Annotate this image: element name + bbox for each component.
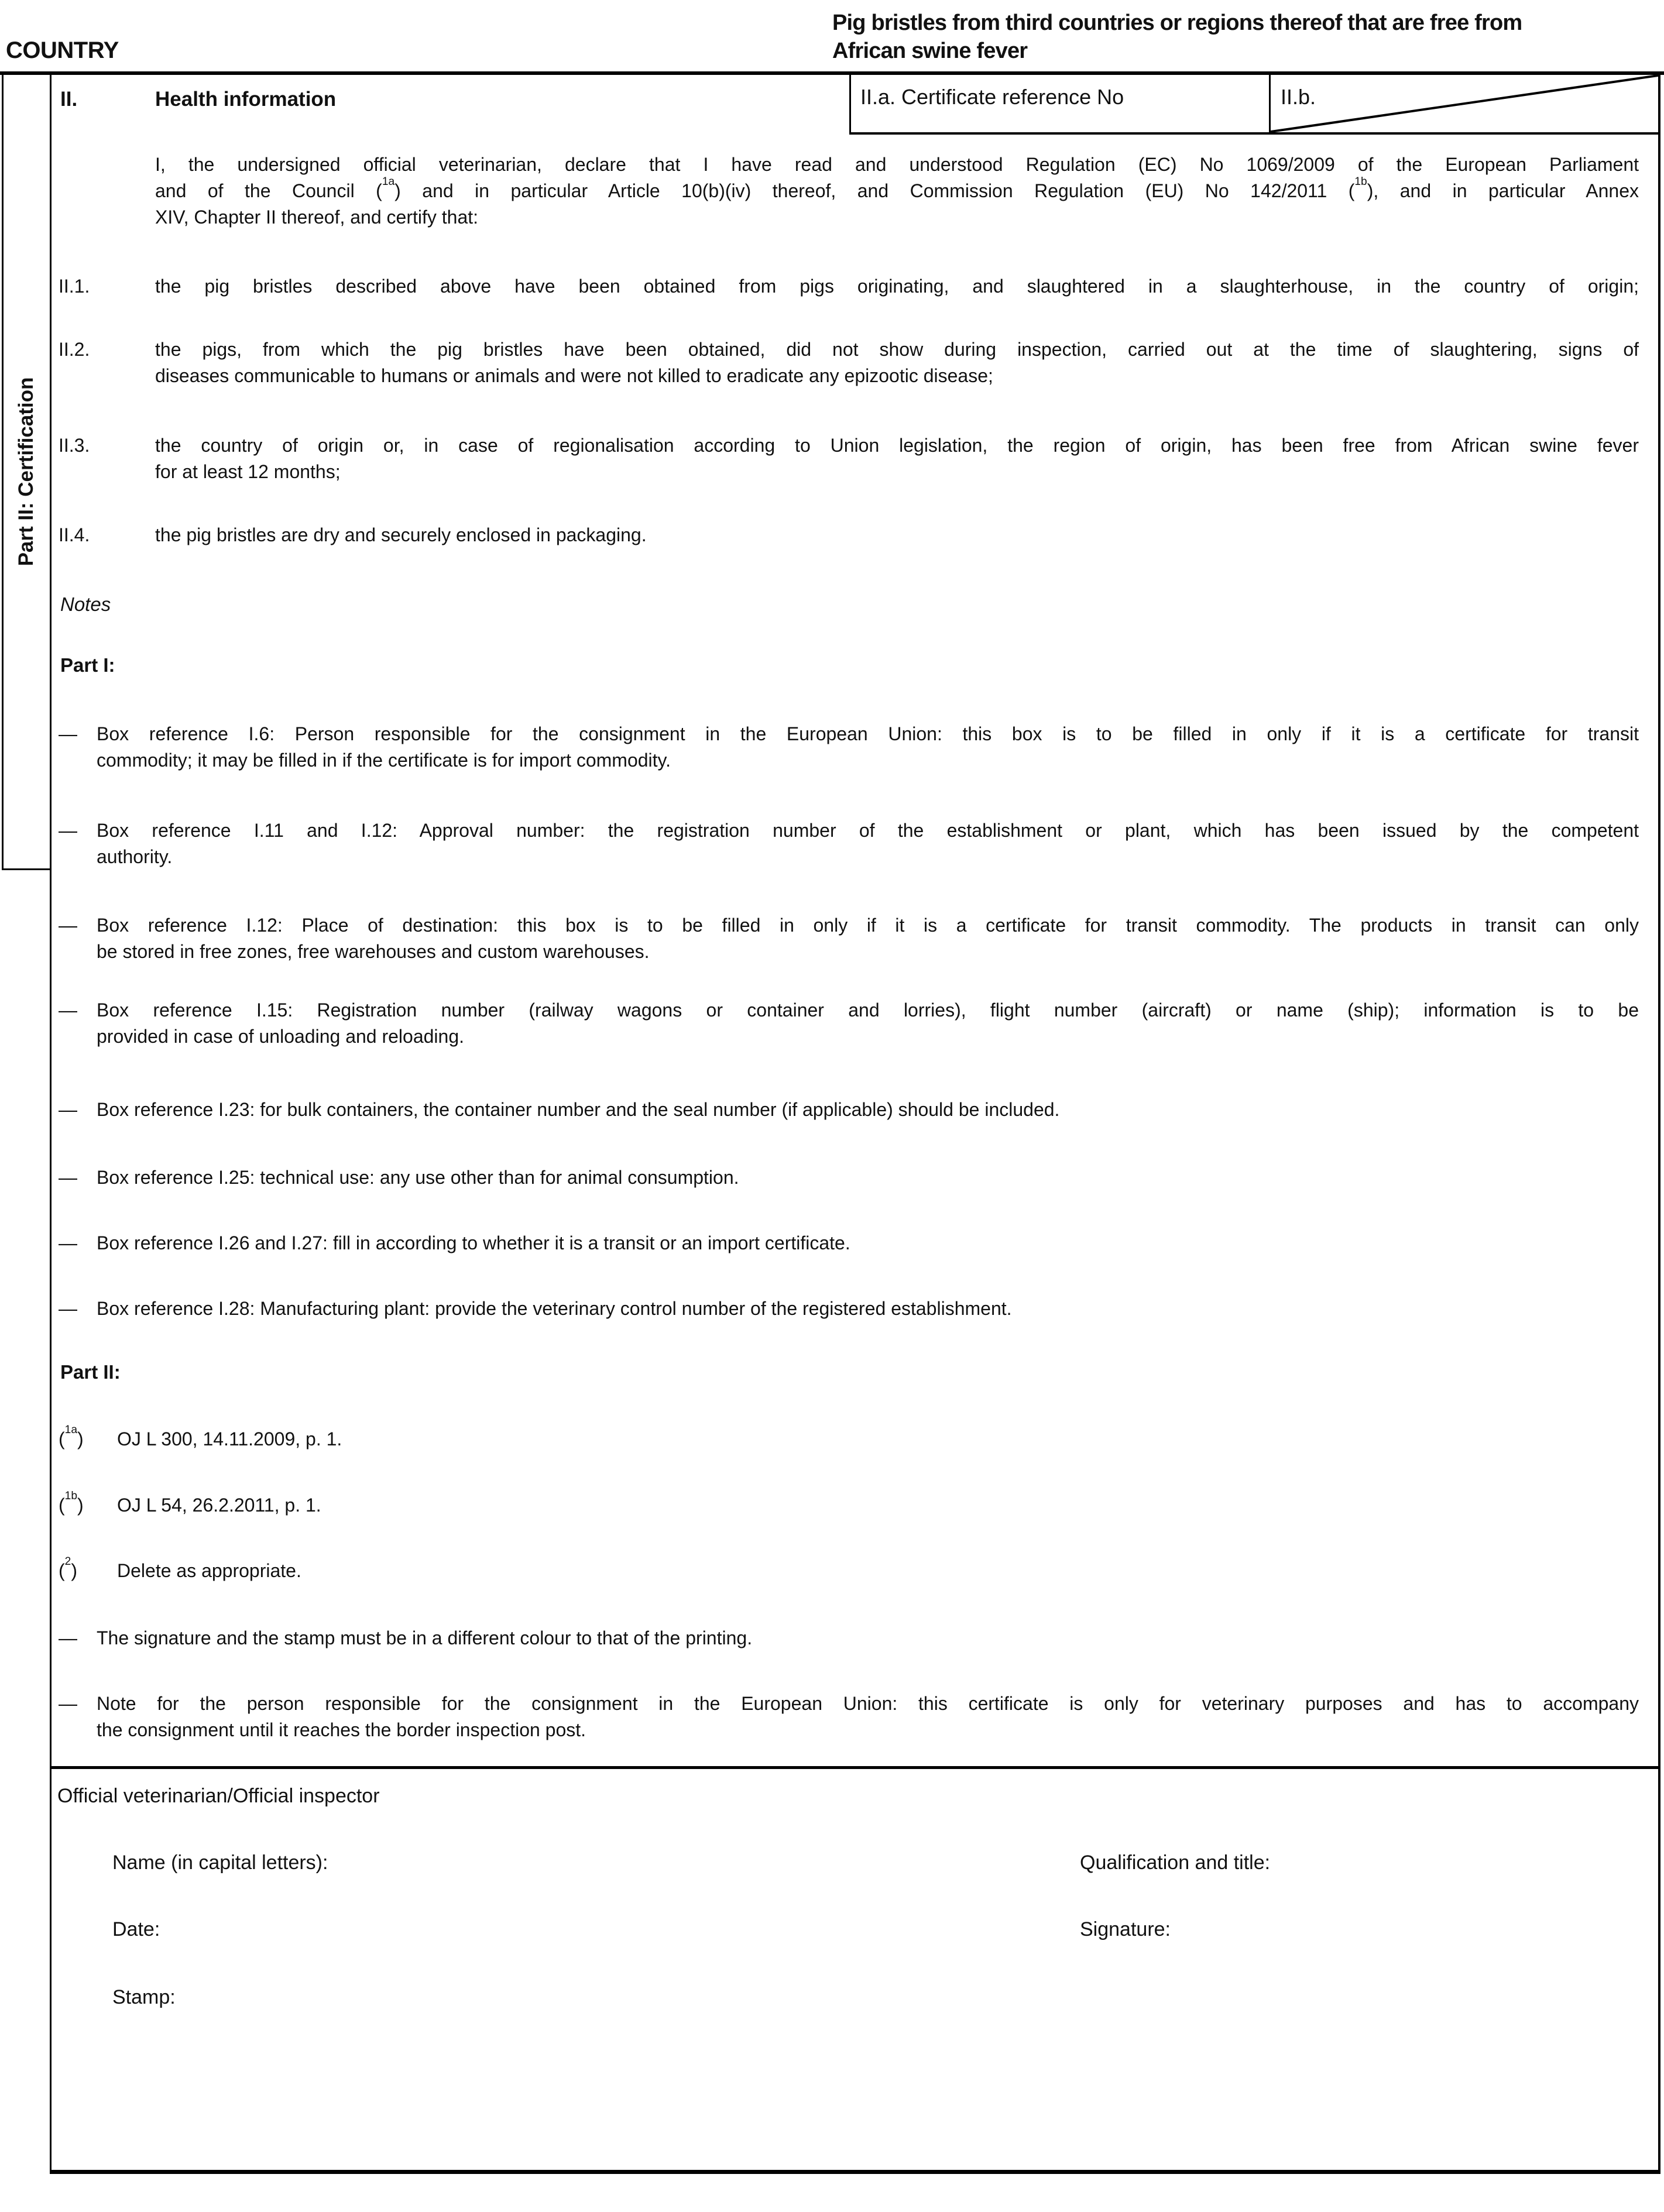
iib-diagonal-line [1271, 75, 1658, 132]
paragraph-text [155, 273, 1639, 300]
paragraph-text [155, 522, 1639, 548]
text-line: Box reference I.28: Manufacturing plant: provide the veterinary control number of the registered establishment. [97, 1298, 1012, 1319]
date-label: Date: [112, 1918, 160, 1940]
signature-label: Signature: [1080, 1918, 1171, 1940]
part2-certification-strip-label: Part II: Certification [14, 377, 37, 566]
header-cells-bottom-border [849, 132, 1660, 135]
item-number-label: II.2. [59, 339, 90, 360]
text-line: be stored in free zones, free warehouses and custom warehouses. [97, 941, 650, 962]
iib-label: II.b. [1281, 85, 1316, 109]
footnote [59, 1489, 1639, 1519]
part1-note-item [59, 818, 1639, 870]
text-line: Note for the person responsible for the consignment in the European Union: this certificate is only for veterinary purposes and has to accompany [97, 1693, 1639, 1714]
part1-note-item [59, 1165, 1639, 1191]
paragraph-text [97, 912, 1639, 965]
dash-icon: — [59, 820, 77, 841]
paragraph-text [97, 997, 1639, 1050]
paragraph-text [97, 1165, 1639, 1191]
text-line: provided in case of unloading and reloading. [97, 1026, 465, 1047]
footnote [59, 1423, 1639, 1452]
document-title [832, 9, 1652, 65]
part1-note-item [59, 1097, 1639, 1123]
text-line: OJ L 300, 14.11.2009, p. 1. [117, 1428, 342, 1450]
text-line: Box reference I.25: technical use: any use other than for animal consumption. [97, 1167, 739, 1188]
iia-cell-left-border [849, 75, 851, 133]
paragraph-text [97, 818, 1639, 870]
text-line: Box reference I.11 and I.12: Approval number: the registration number of the establishment or plant, which has been issued by the competent [97, 820, 1639, 841]
document-title-line2: African swine fever [832, 39, 1028, 63]
paragraph-text [97, 1691, 1639, 1743]
text-line: I, the undersigned official veterinarian, declare that I have read and understood Regulation (EC) No 1069/2009 of the European Parliament [155, 154, 1639, 175]
item-number-label: II.3. [59, 435, 90, 456]
stamp-label: Stamp: [112, 1986, 176, 2008]
dash-icon: — [59, 915, 77, 936]
item-number-label: II.4. [59, 524, 90, 545]
main-box-bottom-border [50, 2170, 1660, 2174]
paragraph-text [97, 1625, 1639, 1651]
declaration-intro-paragraph [155, 152, 1639, 231]
paragraph-text [97, 1296, 1639, 1322]
part1-note-item [59, 1230, 1639, 1256]
qualification-label: Qualification and title: [1080, 1852, 1271, 1874]
paragraph-text [97, 1097, 1639, 1123]
dash-icon: — [59, 1693, 77, 1714]
part2-heading: Part II: [60, 1361, 121, 1383]
text-line: for at least 12 months; [155, 461, 341, 482]
part2-certification-strip [2, 75, 50, 868]
text-line: Box reference I.26 and I.27: fill in according to whether it is a transit or an import certificate. [97, 1232, 850, 1253]
officials-separator-rule [52, 1766, 1658, 1769]
text-line: commodity; it may be filled in if the certificate is for import commodity. [97, 750, 671, 771]
footnote-marker: ($^{1a}$) [59, 1423, 84, 1450]
footnote-marker: ($^{1b}$) [59, 1489, 84, 1516]
general-note-item [59, 1691, 1639, 1743]
paragraph-text [97, 721, 1639, 774]
text-line: XIV, Chapter II thereof, and certify that: [155, 207, 479, 228]
notes-heading: Notes [60, 593, 111, 615]
general-note-item [59, 1625, 1639, 1651]
part1-note-item [59, 1296, 1639, 1322]
text-line: the pig bristles are dry and securely enclosed in packaging. [155, 524, 647, 545]
part1-heading: Part I: [60, 654, 115, 676]
document-title-line1: Pig bristles from third countries or regions thereof that are free from [832, 11, 1522, 35]
dash-icon: — [59, 1627, 77, 1648]
country-label: COUNTRY [6, 37, 119, 63]
text-line: authority. [97, 846, 173, 867]
paragraph-text [117, 1492, 1639, 1519]
text-line: diseases communicable to humans or animals and were not killed to eradicate any epizootic disease; [155, 365, 993, 386]
dash-icon: — [59, 999, 77, 1021]
text-line: and of the Council ($^{1a}$) and in particular Article 10(b)(iv) thereof, and Commission Regulation (EU) No 142/2011 ($^{1b}$), and in particular Annex [155, 175, 1639, 201]
text-line: the pigs, from which the pig bristles have been obtained, did not show during inspection, carried out at the time of slaughtering, signs of [155, 339, 1639, 360]
health-item-ii4 [59, 522, 1639, 548]
dash-icon: — [59, 1232, 77, 1253]
text-line: Box reference I.15: Registration number (railway wagons or container and lorries), flight number (aircraft) or name (ship); information is to be [97, 999, 1639, 1021]
dash-icon: — [59, 723, 77, 744]
footnote-marker: ($^2$) [59, 1555, 77, 1581]
paragraph-text [117, 1426, 1639, 1452]
dash-icon: — [59, 1167, 77, 1188]
paragraph-text [155, 152, 1639, 231]
paragraph-text [117, 1558, 1639, 1584]
text-line: Delete as appropriate. [117, 1560, 301, 1581]
name-label: Name (in capital letters): [112, 1852, 328, 1874]
text-line: The signature and the stamp must be in a different colour to that of the printing. [97, 1627, 753, 1648]
officials-heading: Official veterinarian/Official inspector [57, 1785, 380, 1807]
health-item-ii3 [59, 432, 1639, 485]
item-number-label: II.1. [59, 276, 90, 297]
part1-note-item [59, 997, 1639, 1050]
text-line: Box reference I.23: for bulk containers, the container number and the seal number (if applicable) should be included. [97, 1099, 1060, 1120]
text-line: OJ L 54, 26.2.2011, p. 1. [117, 1495, 321, 1516]
paragraph-text [155, 336, 1639, 389]
section-title: Health information [155, 88, 337, 111]
dash-icon: — [59, 1298, 77, 1319]
paragraph-text [155, 432, 1639, 485]
text-line: the pig bristles described above have been obtained from pigs originating, and slaughtered in a slaughterhouse, in the country of origin; [155, 276, 1639, 297]
section-number: II. [60, 88, 78, 111]
main-box-right-border [1658, 75, 1660, 2174]
health-item-ii2 [59, 336, 1639, 389]
text-line: Box reference I.6: Person responsible for the consignment in the European Union: this box is to be filled in only if it is a certificate for transit [97, 723, 1639, 744]
certificate-reference-label: II.a. Certificate reference No [860, 85, 1124, 109]
text-line: the country of origin or, in case of regionalisation according to Union legislation, the region of origin, has been free from African swine fever [155, 435, 1639, 456]
part1-note-item [59, 721, 1639, 774]
text-line: Box reference I.12: Place of destination: this box is to be filled in only if it is a certificate for transit commodity. The products in transit can only [97, 915, 1639, 936]
health-item-ii1 [59, 273, 1639, 300]
paragraph-text [97, 1230, 1639, 1256]
side-strip-bottom-border [2, 868, 50, 870]
dash-icon: — [59, 1099, 77, 1120]
text-line: the consignment until it reaches the border inspection post. [97, 1719, 586, 1740]
part1-note-item [59, 912, 1639, 965]
footnote [59, 1555, 1639, 1584]
